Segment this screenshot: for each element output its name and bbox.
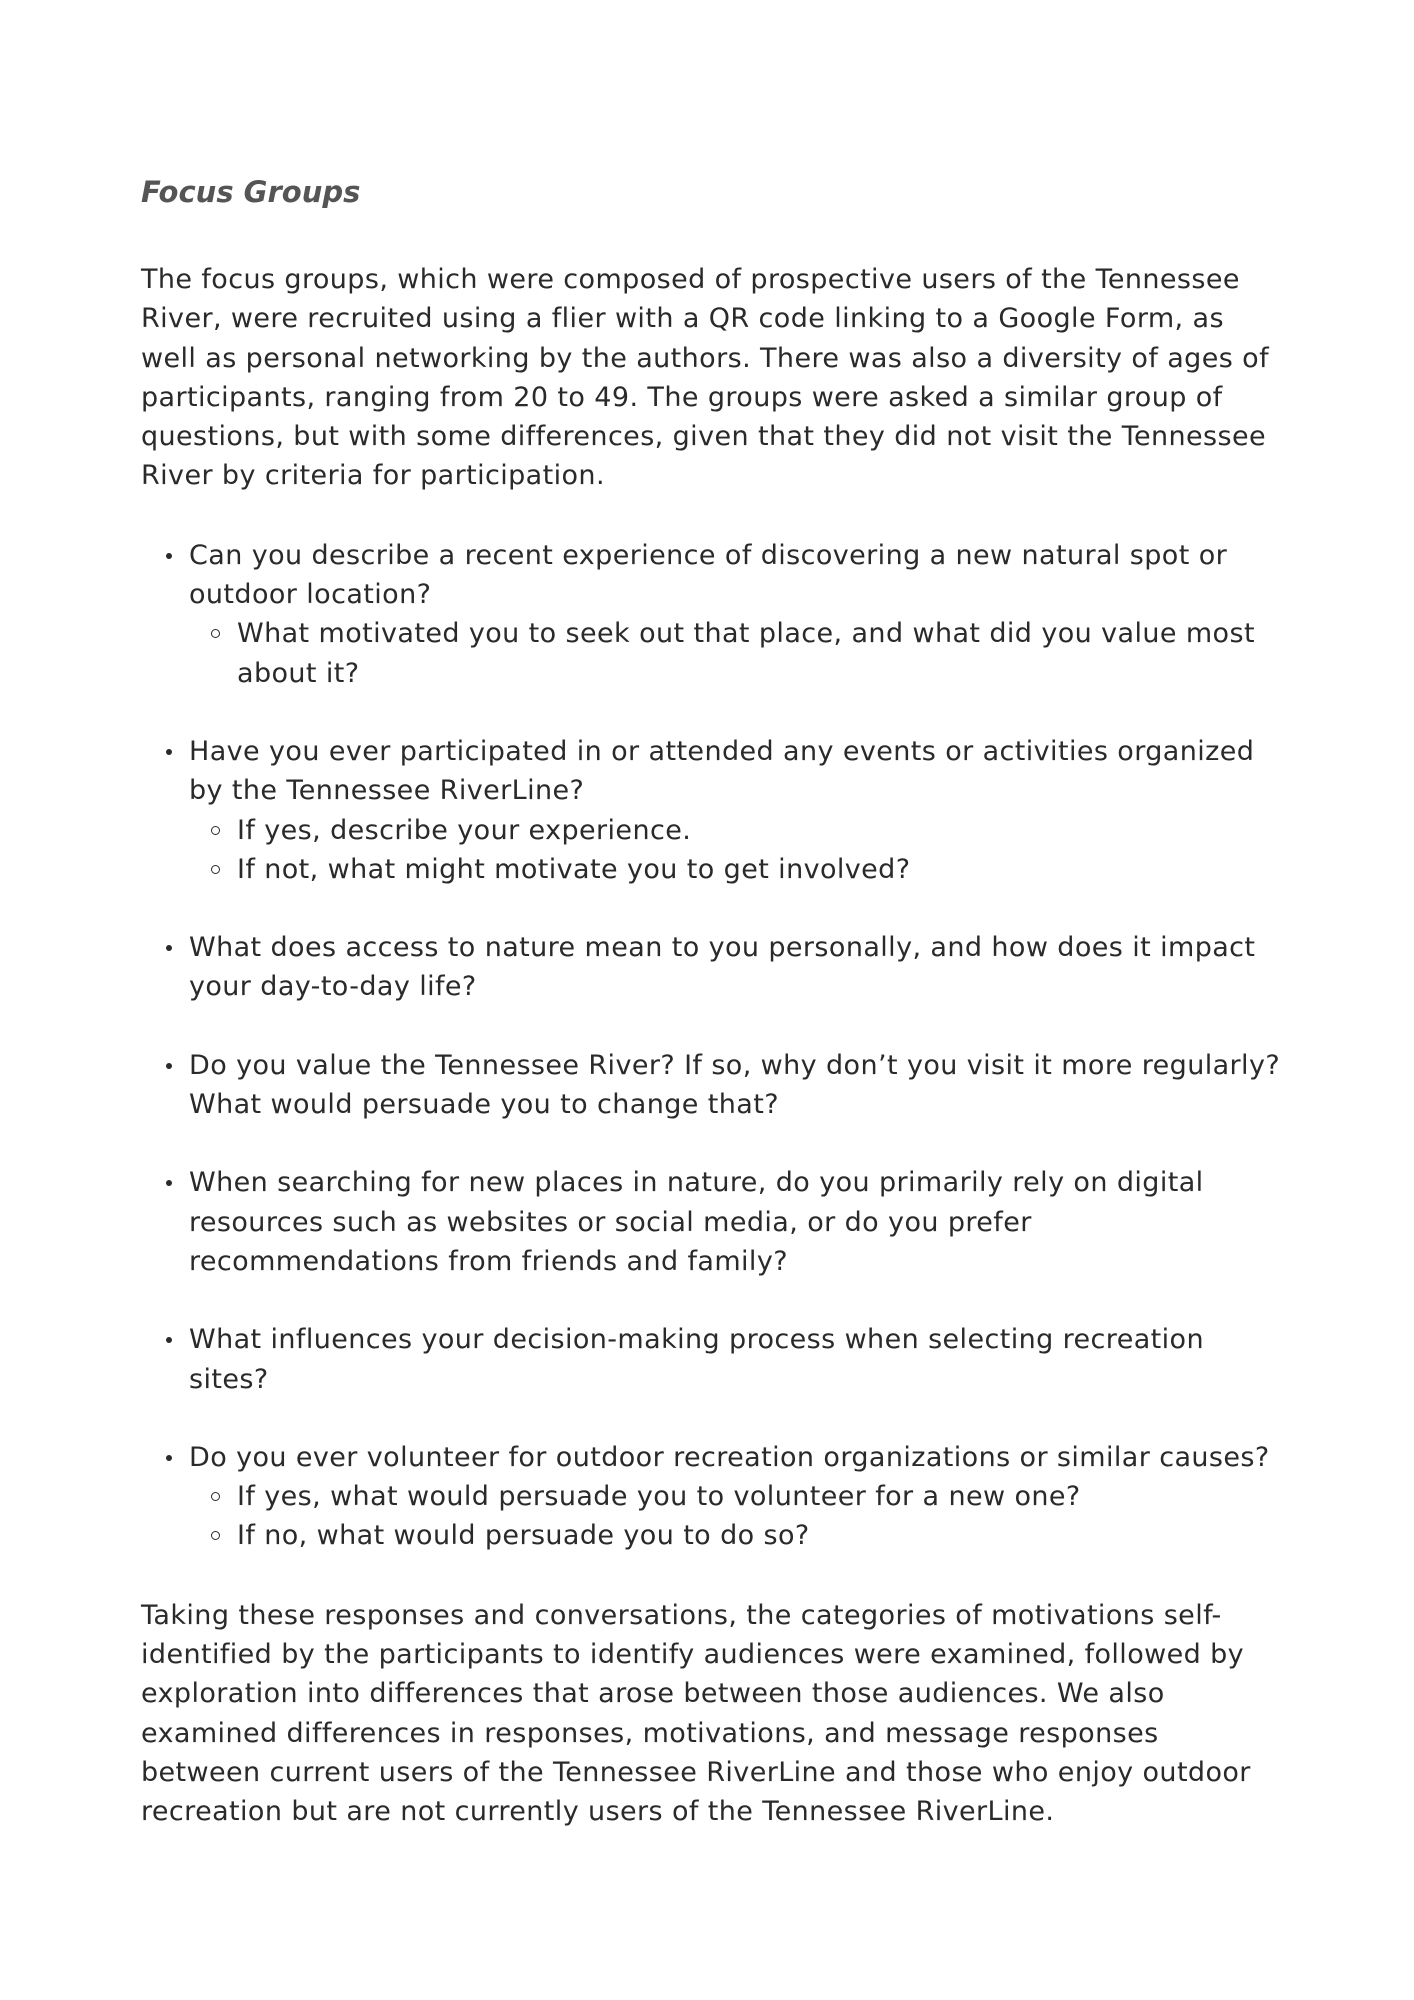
question-text: What influences your decision-making process when selecting recreation sites? bbox=[189, 1324, 1204, 1395]
question-text: Do you ever volunteer for outdoor recreation organizations or similar causes? bbox=[189, 1441, 1270, 1473]
question-text: Can you describe a recent experience of discovering a new natural spot or outdoor location? bbox=[189, 539, 1228, 611]
document-page bbox=[141, 168, 1281, 1832]
sub-question-list bbox=[189, 811, 1281, 890]
question-item bbox=[141, 732, 1281, 889]
sub-question-item: If yes, describe your experience. bbox=[189, 811, 1281, 850]
sub-question-item: If yes, what would persuade you to volunteer for a new one? bbox=[189, 1477, 1281, 1516]
question-item bbox=[141, 536, 1281, 693]
question-item bbox=[141, 1163, 1281, 1281]
question-list bbox=[141, 536, 1281, 1556]
question-item bbox=[141, 928, 1281, 1007]
sub-question-list bbox=[189, 1477, 1281, 1556]
section-heading: Focus Groups bbox=[141, 175, 361, 209]
question-text: What does access to nature mean to you personally, and how does it impact your day-to-day life? bbox=[189, 932, 1256, 1003]
question-text: When searching for new places in nature, do you primarily rely on digital resources such as websites or social media, or do you prefer recommendations from friends and family? bbox=[189, 1167, 1204, 1277]
question-text: Do you value the Tennessee River? If so, why don’t you visit it more regularly? What would persuade you to change that? bbox=[189, 1049, 1281, 1121]
sub-question-list bbox=[189, 614, 1281, 693]
question-text: Have you ever participated in or attended any events or activities organized by the Tennessee RiverLine? bbox=[189, 735, 1255, 807]
question-item bbox=[141, 1320, 1281, 1399]
intro-paragraph: The focus groups, which were composed of prospective users of the Tennessee River, were recruited using a flier with a QR code linking to a Google Form, as well as personal networking by the authors. There was also a diversity of ages of participants, ranging from 20 to 49. The groups were asked a similar group of questions, but with some differences, given that they did not visit the Tennessee River by criteria for participation. bbox=[141, 264, 1269, 492]
sub-question-item: If not, what might motivate you to get involved? bbox=[189, 850, 1281, 889]
sub-question-item: If no, what would persuade you to do so? bbox=[189, 1516, 1281, 1555]
sub-question-item: What motivated you to seek out that place, and what did you value most about it? bbox=[189, 614, 1281, 693]
question-item bbox=[141, 1046, 1281, 1125]
closing-paragraph: Taking these responses and conversations, the categories of motivations self-identified by the participants to identify audiences were examined, followed by exploration into differences that arose between those audiences. We also examined differences in responses, motivations, and message responses between current users of the Tennessee RiverLine and those who enjoy outdoor recreation but are not currently users of the Tennessee RiverLine. bbox=[141, 1599, 1251, 1828]
question-item bbox=[141, 1438, 1281, 1556]
